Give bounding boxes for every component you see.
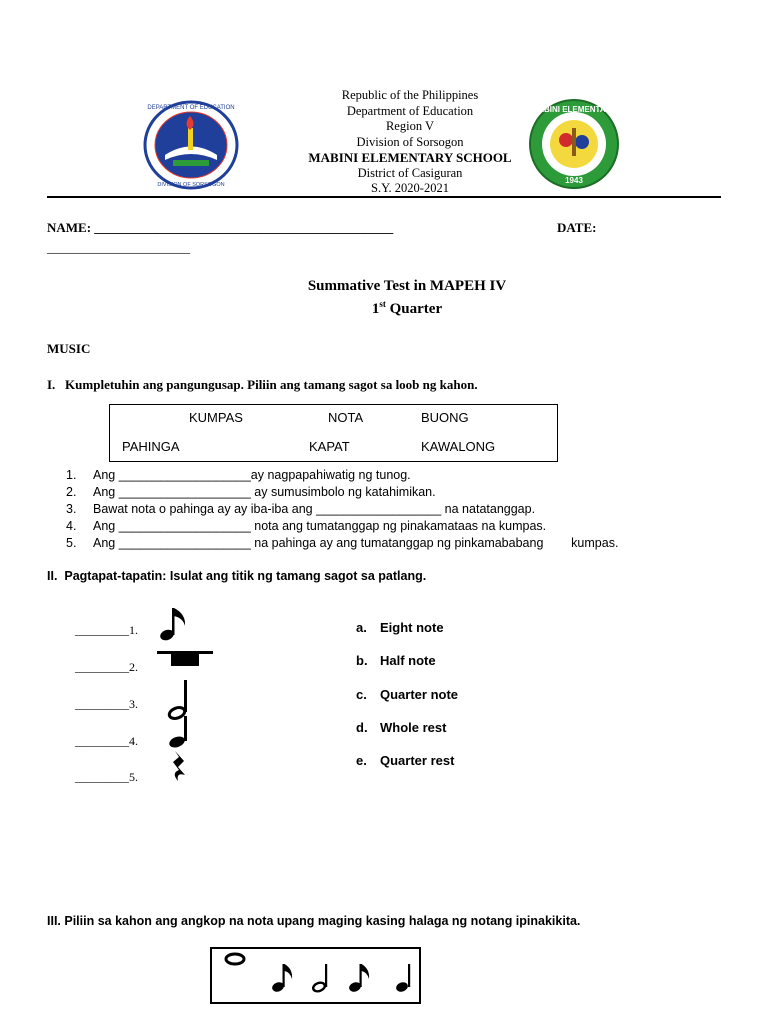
answer-blank-3[interactable]: _________3.	[75, 697, 138, 711]
item-number: 3.	[66, 502, 77, 516]
section-music: MUSIC	[47, 341, 91, 356]
whole-note-icon	[224, 952, 246, 966]
part1-instruction: I. Kumpletuhin ang pangungusap. Piliin ang tamang sagot sa loob ng kahon.	[47, 377, 478, 392]
part3-instruction: III. Piliin sa kahon ang angkop na nota upang maging kasing halaga ng notang ipinakikita.	[47, 914, 581, 928]
choice-a	[356, 620, 444, 635]
choice-text: Whole rest	[380, 720, 447, 735]
part1-item	[0, 536, 768, 552]
answer-blank-5[interactable]: _________5.	[75, 770, 138, 784]
choice-letter: b.	[356, 653, 368, 668]
deped-seal	[143, 100, 239, 190]
quarter-rest-icon	[170, 750, 190, 784]
answer-blank-1[interactable]: _________1.	[75, 623, 138, 637]
quarter-title	[0, 299, 768, 318]
svg-text:MABINI ELEMENTARY: MABINI ELEMENTARY	[531, 105, 617, 114]
name-field[interactable]: NAME: ______________________________________________	[47, 220, 394, 235]
seal-year: 1943	[565, 176, 583, 185]
choice-letter: d.	[356, 720, 368, 735]
item-text: Ang ___________________ay nagpapahiwatig ng tunog.	[93, 468, 411, 482]
school-year: S.Y. 2020-2021	[371, 181, 449, 195]
part1-item	[0, 502, 768, 518]
item-text: Ang ___________________ na pahinga ay ang tumatanggap ng pinkamababang kumpas.	[93, 536, 619, 550]
quarter-note-icon	[394, 963, 416, 993]
item-number: 2.	[66, 485, 77, 499]
word-box-kawalong: KAWALONG	[421, 439, 496, 454]
date-field[interactable]: ______________________	[47, 240, 190, 255]
choice-text: Half note	[380, 653, 436, 668]
quarter-suffix: st	[379, 299, 386, 309]
header-line-district: District of Casiguran	[357, 165, 463, 180]
date-label: DATE:	[557, 220, 597, 235]
quarter-number: 1	[371, 301, 380, 317]
part2-instruction: II. Pagtapat-tapatin: Isulat ang titik ng tamang sagot sa patlang.	[47, 569, 427, 583]
choice-text: Quarter rest	[380, 753, 455, 768]
header-line-division: Division of Sorsogon	[356, 134, 464, 149]
choice-text: Quarter note	[380, 687, 459, 702]
word-box-kumpas: KUMPAS	[189, 410, 243, 425]
eighth-note-icon	[347, 963, 371, 993]
choice-text: Eight note	[380, 620, 444, 635]
school-name: MABINI ELEMENTARY SCHOOL	[308, 150, 512, 165]
item-text: Bawat nota o pahinga ay ay iba-iba ang __________________ na natatanggap.	[93, 502, 536, 516]
choice-letter: c.	[356, 687, 367, 702]
part1-item	[0, 468, 768, 484]
header-line-republic: Republic of the Philippines	[341, 88, 479, 102]
quarter-word: Quarter	[385, 301, 443, 317]
choice-e	[356, 753, 454, 768]
word-box-nota: NOTA	[328, 410, 364, 425]
half-note-icon	[164, 680, 194, 720]
header-line-deped: Department of Education	[346, 103, 474, 118]
part1-item	[0, 485, 768, 501]
answer-blank-2[interactable]: _________2.	[75, 660, 138, 674]
quarter-note-icon	[164, 716, 194, 748]
part1-item	[0, 519, 768, 535]
item-number: 4.	[66, 519, 77, 533]
eighth-note-icon	[270, 963, 294, 993]
item-text: Ang ___________________ ay sumusimbolo ng katahimikan.	[93, 485, 436, 499]
word-box-buong: BUONG	[421, 410, 469, 425]
header-divider	[47, 196, 721, 198]
choice-c	[356, 687, 458, 702]
svg-text:DEPARTMENT OF EDUCATION: DEPARTMENT OF EDUCATION	[147, 105, 235, 111]
choice-letter: e.	[356, 753, 367, 768]
word-box-pahinga: PAHINGA	[122, 439, 180, 454]
item-number: 5.	[66, 536, 77, 550]
half-rest-icon	[157, 651, 213, 669]
test-title: Summative Test in MAPEH IV	[307, 278, 507, 294]
word-box-kapat: KAPAT	[309, 439, 350, 454]
answer-blank-4[interactable]: _________4.	[75, 734, 138, 748]
eighth-note-icon	[158, 606, 190, 642]
choice-d	[356, 720, 446, 735]
half-note-icon	[309, 963, 333, 993]
header-line-region: Region V	[385, 119, 435, 133]
svg-text:DIVISION OF SORSOGON: DIVISION OF SORSOGON	[157, 182, 225, 188]
item-number: 1.	[66, 468, 77, 482]
item-text: Ang ___________________ nota ang tumatanggap ng pinakamataas na kumpas.	[93, 519, 547, 533]
choice-b	[356, 653, 436, 668]
choice-letter: a.	[356, 620, 367, 635]
